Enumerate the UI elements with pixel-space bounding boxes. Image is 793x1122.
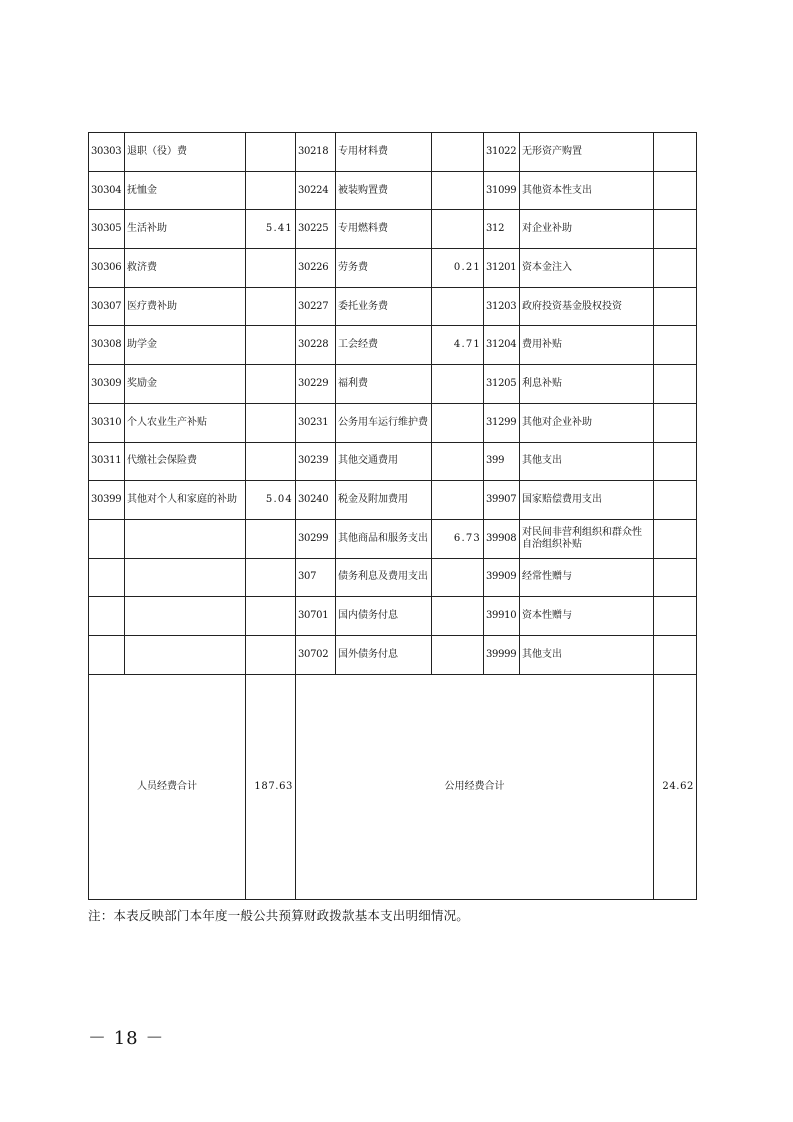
table-body	[89, 133, 697, 675]
code-cell-2: 30218	[296, 133, 336, 172]
code-cell-1: 30308	[89, 326, 125, 365]
amount-cell-1	[246, 519, 296, 558]
amount-cell-1	[246, 635, 296, 674]
expenditure-detail-table	[88, 132, 697, 900]
code-cell-3: 312	[484, 210, 520, 249]
code-cell-3: 399	[484, 442, 520, 481]
amount-cell-1	[246, 249, 296, 288]
code-cell-1	[89, 519, 125, 558]
code-cell-1: 30307	[89, 287, 125, 326]
name-cell-2: 被装购置费	[336, 171, 432, 210]
name-cell-1: 个人农业生产补贴	[125, 403, 246, 442]
code-cell-1: 30303	[89, 133, 125, 172]
amount-cell-2: 6.73	[432, 519, 484, 558]
code-cell-3: 39908	[484, 519, 520, 558]
amount-cell-2	[432, 442, 484, 481]
table-row	[89, 635, 697, 674]
code-cell-3: 39910	[484, 597, 520, 636]
totals-row	[89, 674, 697, 899]
code-cell-1: 30310	[89, 403, 125, 442]
amount-cell-1	[246, 365, 296, 404]
amount-cell-1	[246, 597, 296, 636]
code-cell-3: 31201	[484, 249, 520, 288]
table-row	[89, 365, 697, 404]
name-cell-2: 劳务费	[336, 249, 432, 288]
name-cell-3: 其他对企业补助	[520, 403, 654, 442]
name-cell-3: 资本金注入	[520, 249, 654, 288]
code-cell-2: 30224	[296, 171, 336, 210]
code-cell-3: 39907	[484, 481, 520, 520]
personnel-total-value: 187.63	[246, 674, 296, 899]
name-cell-1	[125, 519, 246, 558]
amount-cell-3	[654, 597, 697, 636]
code-cell-3: 31099	[484, 171, 520, 210]
name-cell-2: 税金及附加费用	[336, 481, 432, 520]
name-cell-3: 其他支出	[520, 635, 654, 674]
amount-cell-2: 4.71	[432, 326, 484, 365]
code-cell-2: 30701	[296, 597, 336, 636]
amount-cell-1	[246, 442, 296, 481]
code-cell-1: 30305	[89, 210, 125, 249]
amount-cell-3	[654, 171, 697, 210]
code-cell-1: 30304	[89, 171, 125, 210]
code-cell-2: 30228	[296, 326, 336, 365]
public-total-label: 公用经费合计	[296, 674, 654, 899]
table-row	[89, 558, 697, 597]
code-cell-2: 30229	[296, 365, 336, 404]
amount-cell-2	[432, 481, 484, 520]
amount-cell-3	[654, 287, 697, 326]
name-cell-2: 国外债务付息	[336, 635, 432, 674]
table-row	[89, 133, 697, 172]
name-cell-1: 退职（役）费	[125, 133, 246, 172]
code-cell-2: 30702	[296, 635, 336, 674]
table-row	[89, 442, 697, 481]
name-cell-2: 国内债务付息	[336, 597, 432, 636]
name-cell-1: 生活补助	[125, 210, 246, 249]
code-cell-1: 30306	[89, 249, 125, 288]
amount-cell-1: 5.04	[246, 481, 296, 520]
name-cell-2: 专用材料费	[336, 133, 432, 172]
name-cell-1: 奖励金	[125, 365, 246, 404]
code-cell-3: 31299	[484, 403, 520, 442]
amount-cell-2	[432, 210, 484, 249]
name-cell-2: 专用燃料费	[336, 210, 432, 249]
code-cell-2: 30227	[296, 287, 336, 326]
code-cell-2: 30239	[296, 442, 336, 481]
name-cell-3: 其他支出	[520, 442, 654, 481]
name-cell-2: 公务用车运行维护费	[336, 403, 432, 442]
code-cell-3: 31203	[484, 287, 520, 326]
name-cell-1	[125, 558, 246, 597]
code-cell-3: 39909	[484, 558, 520, 597]
name-cell-1	[125, 597, 246, 636]
amount-cell-3	[654, 519, 697, 558]
amount-cell-1	[246, 326, 296, 365]
name-cell-2: 其他交通费用	[336, 442, 432, 481]
name-cell-3: 费用补贴	[520, 326, 654, 365]
amount-cell-1	[246, 558, 296, 597]
code-cell-1: 30399	[89, 481, 125, 520]
amount-cell-3	[654, 210, 697, 249]
name-cell-3: 对企业补助	[520, 210, 654, 249]
personnel-total-label: 人员经费合计	[89, 674, 246, 899]
table-row	[89, 326, 697, 365]
name-cell-3: 国家赔偿费用支出	[520, 481, 654, 520]
name-cell-1: 医疗费补助	[125, 287, 246, 326]
name-cell-2: 委托业务费	[336, 287, 432, 326]
table-row	[89, 481, 697, 520]
table-row	[89, 171, 697, 210]
name-cell-1: 代缴社会保险费	[125, 442, 246, 481]
amount-cell-3	[654, 326, 697, 365]
code-cell-3: 31205	[484, 365, 520, 404]
code-cell-2: 30225	[296, 210, 336, 249]
name-cell-3: 经常性赠与	[520, 558, 654, 597]
amount-cell-1	[246, 133, 296, 172]
amount-cell-3	[654, 249, 697, 288]
code-cell-1	[89, 558, 125, 597]
code-cell-2: 30299	[296, 519, 336, 558]
amount-cell-2	[432, 171, 484, 210]
amount-cell-3	[654, 365, 697, 404]
amount-cell-2	[432, 635, 484, 674]
name-cell-3: 利息补贴	[520, 365, 654, 404]
code-cell-2: 30231	[296, 403, 336, 442]
table-row	[89, 597, 697, 636]
table-footnote: 注：本表反映部门本年度一般公共预算财政拨款基本支出明细情况。	[88, 908, 470, 923]
name-cell-3: 对民间非营利组织和群众性自治组织补贴	[520, 519, 654, 558]
name-cell-1: 抚恤金	[125, 171, 246, 210]
name-cell-2: 其他商品和服务支出	[336, 519, 432, 558]
amount-cell-2	[432, 558, 484, 597]
amount-cell-3	[654, 481, 697, 520]
amount-cell-3	[654, 133, 697, 172]
code-cell-3: 39999	[484, 635, 520, 674]
amount-cell-1	[246, 287, 296, 326]
amount-cell-3	[654, 635, 697, 674]
amount-cell-2	[432, 365, 484, 404]
name-cell-1: 其他对个人和家庭的补助	[125, 481, 246, 520]
public-total-value: 24.62	[654, 674, 697, 899]
amount-cell-2	[432, 597, 484, 636]
code-cell-2: 30226	[296, 249, 336, 288]
amount-cell-3	[654, 403, 697, 442]
name-cell-3: 无形资产购置	[520, 133, 654, 172]
amount-cell-3	[654, 442, 697, 481]
name-cell-1	[125, 635, 246, 674]
name-cell-2: 债务利息及费用支出	[336, 558, 432, 597]
name-cell-3: 政府投资基金股权投资	[520, 287, 654, 326]
code-cell-2: 30240	[296, 481, 336, 520]
code-cell-3: 31204	[484, 326, 520, 365]
table-row	[89, 210, 697, 249]
amount-cell-3	[654, 558, 697, 597]
code-cell-3: 31022	[484, 133, 520, 172]
code-cell-1: 30311	[89, 442, 125, 481]
amount-cell-2	[432, 287, 484, 326]
amount-cell-2	[432, 133, 484, 172]
code-cell-1	[89, 635, 125, 674]
name-cell-3: 其他资本性支出	[520, 171, 654, 210]
code-cell-1	[89, 597, 125, 636]
name-cell-2: 福利费	[336, 365, 432, 404]
amount-cell-2	[432, 403, 484, 442]
table-row	[89, 287, 697, 326]
amount-cell-2: 0.21	[432, 249, 484, 288]
amount-cell-1: 5.41	[246, 210, 296, 249]
code-cell-1: 30309	[89, 365, 125, 404]
code-cell-2: 307	[296, 558, 336, 597]
amount-cell-1	[246, 403, 296, 442]
table-row	[89, 519, 697, 558]
name-cell-3: 资本性赠与	[520, 597, 654, 636]
name-cell-1: 救济费	[125, 249, 246, 288]
table-row	[89, 249, 697, 288]
table-row	[89, 403, 697, 442]
page-number: － 18 －	[88, 1028, 165, 1049]
name-cell-1: 助学金	[125, 326, 246, 365]
amount-cell-1	[246, 171, 296, 210]
name-cell-2: 工会经费	[336, 326, 432, 365]
